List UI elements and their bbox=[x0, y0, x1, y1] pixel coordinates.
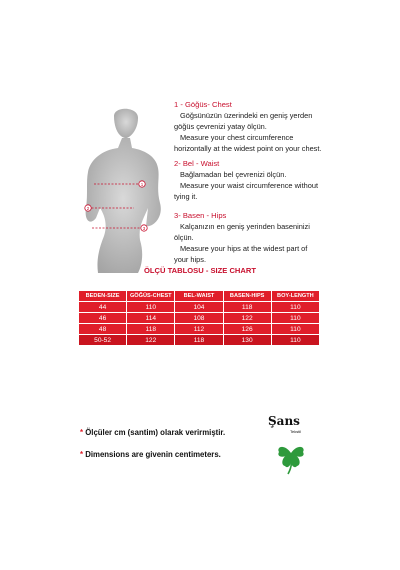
table-row bbox=[79, 313, 320, 324]
instruction-line: Measure your chest circumference bbox=[180, 133, 294, 142]
column-header: BEDEN-SIZE bbox=[79, 291, 127, 302]
asterisk: * bbox=[80, 450, 84, 459]
table-cell: 104 bbox=[175, 302, 223, 313]
marker-3-label: 3 bbox=[142, 226, 146, 231]
table-cell: 114 bbox=[127, 313, 175, 324]
table-cell: 46 bbox=[79, 313, 127, 324]
table-cell: 110 bbox=[271, 313, 319, 324]
instruction-line: Göğsünüzün üzerindeki en geniş yerden bbox=[180, 111, 313, 120]
table-cell: 110 bbox=[271, 335, 319, 346]
instruction-line: your hips. bbox=[174, 255, 207, 264]
column-header: BEL-WAIST bbox=[175, 291, 223, 302]
note-english bbox=[80, 450, 221, 459]
table-cell: 118 bbox=[127, 324, 175, 335]
table-cell: 118 bbox=[175, 335, 223, 346]
table-cell: 48 bbox=[79, 324, 127, 335]
instruction-title: 1 - Göğüs- Chest bbox=[174, 100, 232, 109]
table-cell: 118 bbox=[223, 302, 271, 313]
size-chart-title: ÖLÇÜ TABLOSU - SIZE CHART bbox=[143, 266, 257, 275]
instruction-line: tying it. bbox=[174, 192, 198, 201]
instruction-line: horizontally at the widest point on your chest. bbox=[174, 144, 322, 153]
instruction-waist bbox=[174, 158, 318, 202]
instruction-line: Kalçanızın en geniş yerinden baseninizi bbox=[180, 222, 310, 231]
table-cell: 108 bbox=[175, 313, 223, 324]
size-table bbox=[78, 290, 320, 346]
body-silhouette-figure bbox=[78, 108, 170, 273]
brand-logo bbox=[266, 414, 316, 484]
instruction-line: Measure your waist circumference without bbox=[180, 181, 319, 190]
silhouette-torso bbox=[86, 138, 161, 273]
instruction-line: göğüs çevrenizi yatay ölçün. bbox=[174, 122, 267, 131]
note-text: Ölçüler cm (santim) olarak verirmiştir. bbox=[85, 428, 226, 437]
instruction-chest bbox=[174, 99, 322, 154]
table-cell: 110 bbox=[271, 302, 319, 313]
instruction-line: Measure your hips at the widest part of bbox=[180, 244, 308, 253]
table-cell: 110 bbox=[127, 302, 175, 313]
instruction-title: 3- Basen - Hips bbox=[174, 211, 227, 220]
column-header: GÖĞÜS-CHEST bbox=[127, 291, 175, 302]
note-turkish bbox=[80, 428, 225, 437]
instruction-line: Bağlamadan bel çevrenizi ölçün. bbox=[180, 170, 287, 179]
table-cell: 130 bbox=[223, 335, 271, 346]
instruction-hips bbox=[174, 210, 310, 265]
column-header: BOY-LENGTH bbox=[271, 291, 319, 302]
table-cell: 112 bbox=[175, 324, 223, 335]
instruction-title: 2- Bel - Waist bbox=[174, 159, 220, 168]
table-cell: 44 bbox=[79, 302, 127, 313]
four-leaf-clover-icon bbox=[274, 437, 308, 475]
table-header-row bbox=[79, 291, 320, 302]
table-cell: 110 bbox=[271, 324, 319, 335]
note-text: Dimensions are givenin centimeters. bbox=[85, 450, 221, 459]
marker-1-label: 1 bbox=[140, 182, 144, 187]
brand-subtitle: Tekstil bbox=[290, 429, 302, 434]
table-row bbox=[79, 302, 320, 313]
column-header: BASEN-HIPS bbox=[223, 291, 271, 302]
table-cell: 126 bbox=[223, 324, 271, 335]
silhouette-head bbox=[114, 109, 138, 138]
marker-2-label: 2 bbox=[86, 206, 90, 211]
table-row bbox=[79, 335, 320, 346]
table-cell: 122 bbox=[223, 313, 271, 324]
brand-name: Şans bbox=[268, 414, 300, 428]
asterisk: * bbox=[80, 428, 84, 437]
table-cell: 122 bbox=[127, 335, 175, 346]
table-cell: 50-52 bbox=[79, 335, 127, 346]
instruction-line: ölçün. bbox=[174, 233, 194, 242]
table-row bbox=[79, 324, 320, 335]
